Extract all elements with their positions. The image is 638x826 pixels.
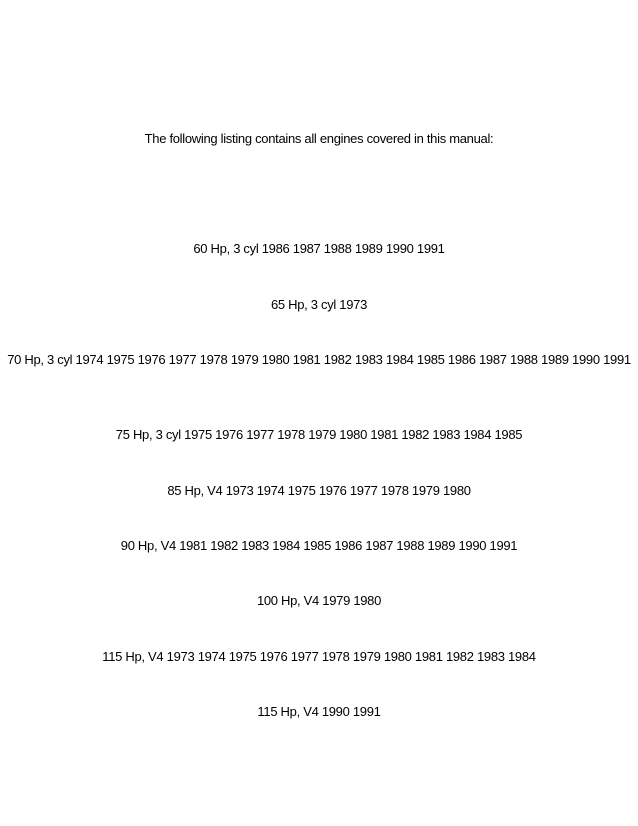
engine-entry-65hp: 65 Hp, 3 cyl 1973 [270, 297, 368, 312]
engine-entry-70hp: 70 Hp, 3 cyl 1974 1975 1976 1977 1978 1979 1980 1981 1982 1983 1984 1985 1986 1987 1988 1989 1990 1991 [7, 352, 631, 367]
intro-text: The following listing contains all engines covered in this manual: [144, 131, 494, 146]
engine-entry-115hp-1990: 115 Hp, V4 1990 1991 [257, 704, 381, 719]
engine-entry-60hp: 60 Hp, 3 cyl 1986 1987 1988 1989 1990 1991 [193, 241, 445, 256]
engine-entry-90hp: 90 Hp, V4 1981 1982 1983 1984 1985 1986 1987 1988 1989 1990 1991 [120, 538, 518, 553]
engine-entry-100hp: 100 Hp, V4 1979 1980 [256, 593, 382, 608]
engine-entry-75hp: 75 Hp, 3 cyl 1975 1976 1977 1978 1979 1980 1981 1982 1983 1984 1985 [115, 427, 523, 442]
engine-entry-85hp: 85 Hp, V4 1973 1974 1975 1976 1977 1978 1979 1980 [167, 483, 471, 498]
engine-entry-115hp-1973: 115 Hp, V4 1973 1974 1975 1976 1977 1978 1979 1980 1981 1982 1983 1984 [102, 649, 536, 664]
